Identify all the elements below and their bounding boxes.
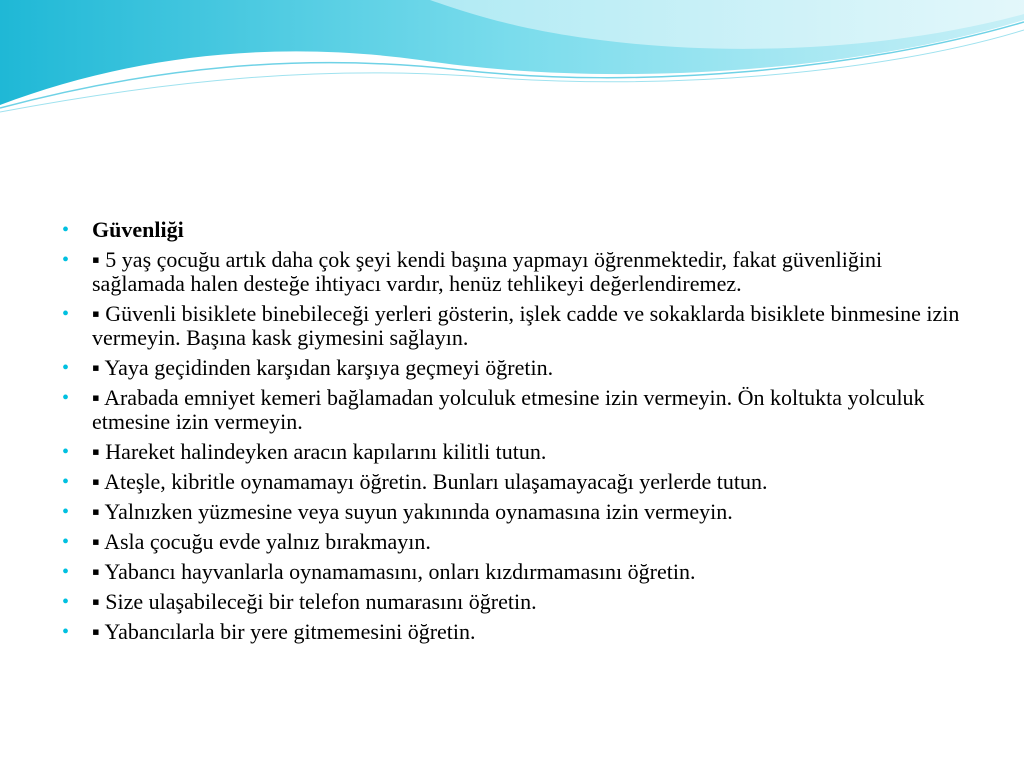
list-item — [62, 248, 962, 296]
list-item-text: ▪ Yabancı hayvanlarla oynamamasını, onları kızdırmamasını öğretin. — [92, 559, 696, 584]
list-item — [62, 386, 962, 434]
bullet-icon: • — [62, 471, 70, 493]
bullet-icon: • — [62, 501, 70, 523]
bullet-icon: • — [62, 357, 70, 379]
list-item-text: ▪ Size ulaşabileceği bir telefon numarasını öğretin. — [92, 589, 537, 614]
list-item — [62, 440, 962, 464]
bullet-icon: • — [62, 387, 70, 409]
bullet-icon: • — [62, 591, 70, 613]
list-item-text: Güvenliği — [92, 217, 184, 242]
bullet-icon: • — [62, 219, 70, 241]
list-item-text: ▪ Güvenli bisiklete binebileceği yerleri gösterin, işlek cadde ve sokaklarda bisiklete binmesine izin vermeyin. Başına kask giymesini sağlayın. — [92, 301, 960, 350]
list-item — [62, 590, 962, 614]
bullet-icon: • — [62, 303, 70, 325]
list-item-text: ▪ Ateşle, kibritle oynamamayı öğretin. Bunları ulaşamayacağı yerlerde tutun. — [92, 469, 768, 494]
list-item-text: ▪ Yaya geçidinden karşıdan karşıya geçmeyi öğretin. — [92, 355, 554, 380]
list-item — [62, 530, 962, 554]
bullet-icon: • — [62, 561, 70, 583]
bullet-icon: • — [62, 531, 70, 553]
list-item — [62, 620, 962, 644]
list-item-text: ▪ Asla çocuğu evde yalnız bırakmayın. — [92, 529, 431, 554]
bullet-icon: • — [62, 621, 70, 643]
list-item-text: ▪ Arabada emniyet kemeri bağlamadan yolculuk etmesine izin vermeyin. Ön koltukta yolculuk etmesine izin vermeyin. — [92, 385, 925, 434]
list-item-text: ▪ Hareket halindeyken aracın kapılarını kilitli tutun. — [92, 439, 547, 464]
header-wave-decoration — [0, 0, 1024, 120]
list-item-text: ▪ 5 yaş çocuğu artık daha çok şeyi kendi başına yapmayı öğrenmektedir, fakat güvenliğini sağlamada halen desteğe ihtiyacı vardır, henüz tehlikeyi değerlendiremez. — [92, 247, 883, 296]
list-item — [62, 500, 962, 524]
list-item-text: ▪ Yalnızken yüzmesine veya suyun yakınında oynamasına izin vermeyin. — [92, 499, 733, 524]
list-item-text: ▪ Yabancılarla bir yere gitmemesini öğretin. — [92, 619, 476, 644]
bullet-icon: • — [62, 249, 70, 271]
bullet-icon: • — [62, 441, 70, 463]
list-item — [62, 560, 962, 584]
bullet-list — [62, 218, 962, 650]
list-item — [62, 302, 962, 350]
list-item — [62, 470, 962, 494]
list-item — [62, 356, 962, 380]
list-item-title — [62, 218, 962, 242]
